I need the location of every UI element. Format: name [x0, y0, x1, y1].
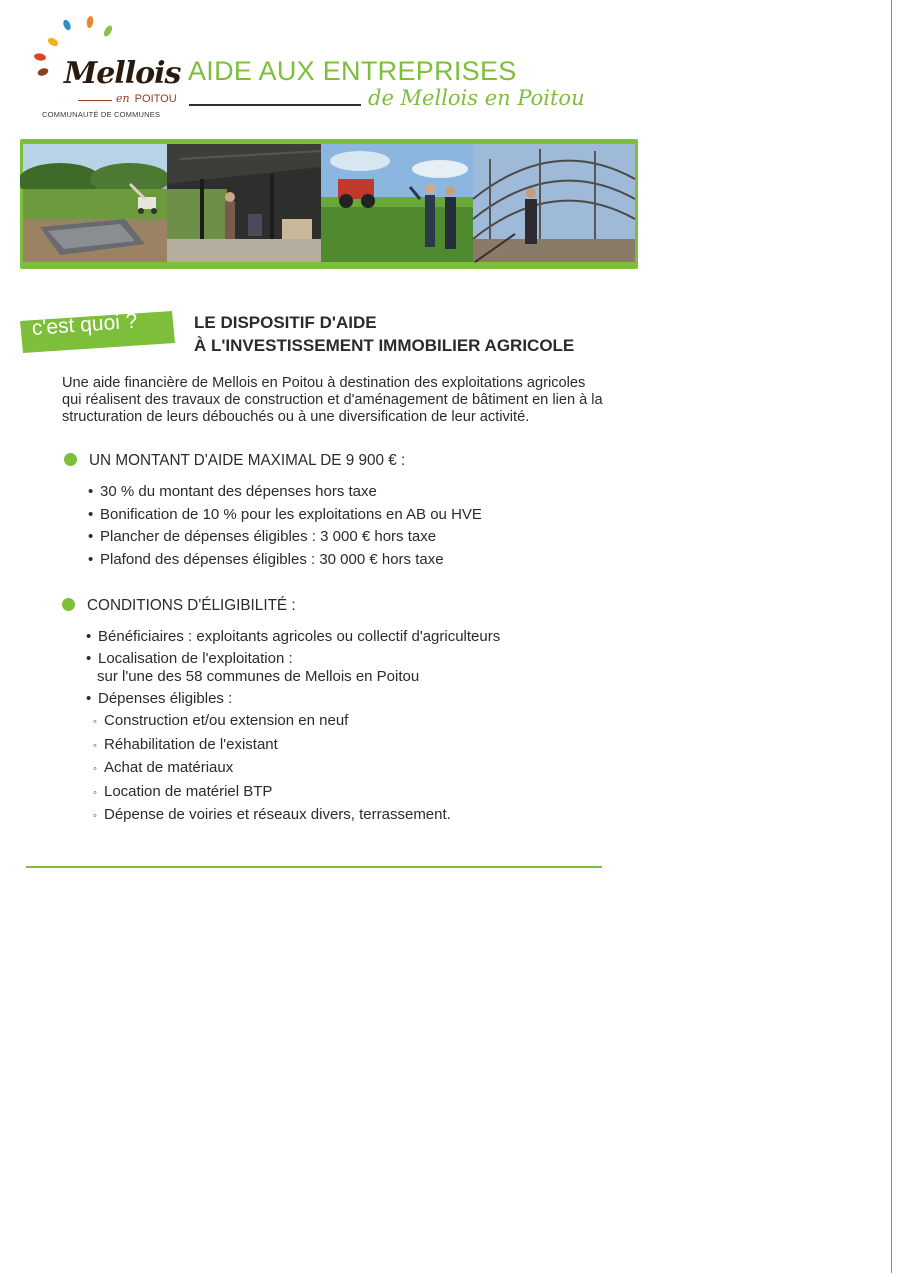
circle-bullet-icon: ◦ [93, 786, 97, 799]
greenhouse-photo [473, 144, 635, 262]
list-item-text: 30 % du montant des dépenses hors taxe [100, 483, 377, 500]
intro-paragraph [62, 375, 622, 426]
list-item [88, 481, 482, 504]
montant-list [88, 481, 482, 571]
list-item [88, 526, 482, 549]
conditions-heading [62, 597, 296, 615]
photo-banner [20, 139, 638, 269]
sub-list-item [86, 781, 500, 805]
list-item-text: Dépenses éligibles : [98, 689, 233, 707]
list-item [86, 688, 500, 710]
list-item [86, 626, 500, 648]
logo-sub-prefix: en [116, 92, 130, 105]
intro-line: structuration de leurs débouchés ou à une diversification de leur activité. [62, 409, 530, 425]
bullet-icon: • [88, 550, 94, 568]
sub-list-item [86, 804, 500, 828]
sub-list-item-text: Location de matériel BTP [104, 782, 273, 800]
conditions-list [86, 626, 500, 828]
logo-name: Mellois [64, 56, 181, 91]
sub-list-item-text: Construction et/ou extension en neuf [104, 712, 349, 729]
sub-list-item-text: Achat de matériaux [104, 759, 234, 776]
montant-heading-text: UN MONTANT D'AIDE MAXIMAL DE 9 900 € : [89, 452, 406, 469]
list-item-text: Plafond des dépenses éligibles : 30 000 € hors taxe [100, 550, 444, 568]
circle-bullet-icon: ◦ [93, 739, 97, 752]
bullet-icon: • [88, 505, 94, 523]
list-item-text: Bénéficiaires : exploitants agricoles ou collectif d'agriculteurs [98, 628, 501, 645]
sub-list-item [86, 710, 500, 734]
list-item-continuation: sur l'une des 58 communes de Mellois en Poitou [97, 668, 420, 685]
sub-list-item [86, 734, 500, 758]
bullet-icon: • [86, 649, 92, 667]
logo-caption: COMMUNAUTÉ DE COMMUNES [42, 110, 161, 119]
logo-sub-name: POITOU [134, 93, 177, 105]
circle-bullet-icon: ◦ [93, 810, 97, 822]
bullet-icon: • [88, 528, 94, 545]
intro-line: qui réalisent des travaux de construction et d'aménagement de bâtiment en lien à la [62, 392, 603, 408]
title-rule [189, 104, 361, 106]
section-tag [20, 309, 175, 353]
sub-list-item [86, 757, 500, 781]
list-item [88, 504, 482, 527]
bottom-rule [26, 866, 602, 868]
page-title: AIDE AUX ENTREPRISES [188, 56, 517, 86]
dispositif-title-line2: À L'INVESTISSEMENT IMMOBILIER AGRICOLE [194, 336, 575, 355]
list-item-text: Localisation de l'exploitation : [98, 649, 293, 667]
green-bullet-icon [62, 598, 75, 611]
list-item-text: Plancher de dépenses éligibles : 3 000 € hors taxe [100, 528, 437, 545]
barn-interior-photo [167, 144, 321, 262]
conditions-heading-text: CONDITIONS D'ÉLIGIBILITÉ : [87, 597, 296, 614]
green-bullet-icon [64, 453, 77, 466]
dispositif-title [194, 311, 574, 357]
section-tag-label: c'est quoi ? [31, 309, 139, 340]
bullet-icon: • [86, 628, 92, 645]
dispositif-title-line1: LE DISPOSITIF D'AIDE [194, 313, 377, 332]
montant-heading [64, 452, 405, 470]
logo-sub-rule [78, 100, 112, 101]
page-edge [891, 0, 892, 1273]
tractor-field-photo [321, 144, 473, 262]
sub-list-item-text: Réhabilitation de l'existant [104, 735, 278, 753]
circle-bullet-icon: ◦ [93, 763, 97, 775]
circle-bullet-icon: ◦ [93, 716, 97, 728]
construction-site-photo [20, 144, 170, 262]
bullet-icon: • [86, 689, 92, 707]
mellois-logo [28, 14, 181, 119]
list-item [88, 549, 482, 572]
page-subtitle: de Mellois en Poitou [368, 86, 585, 110]
list-item-text: Bonification de 10 % pour les exploitations en AB ou HVE [100, 505, 482, 523]
bullet-icon: • [88, 483, 94, 500]
logo-sub [116, 92, 177, 105]
intro-line: Une aide financière de Mellois en Poitou à destination des exploitations agricoles [62, 375, 586, 391]
sub-list-item-text: Dépense de voiries et réseaux divers, terrassement. [104, 806, 451, 823]
